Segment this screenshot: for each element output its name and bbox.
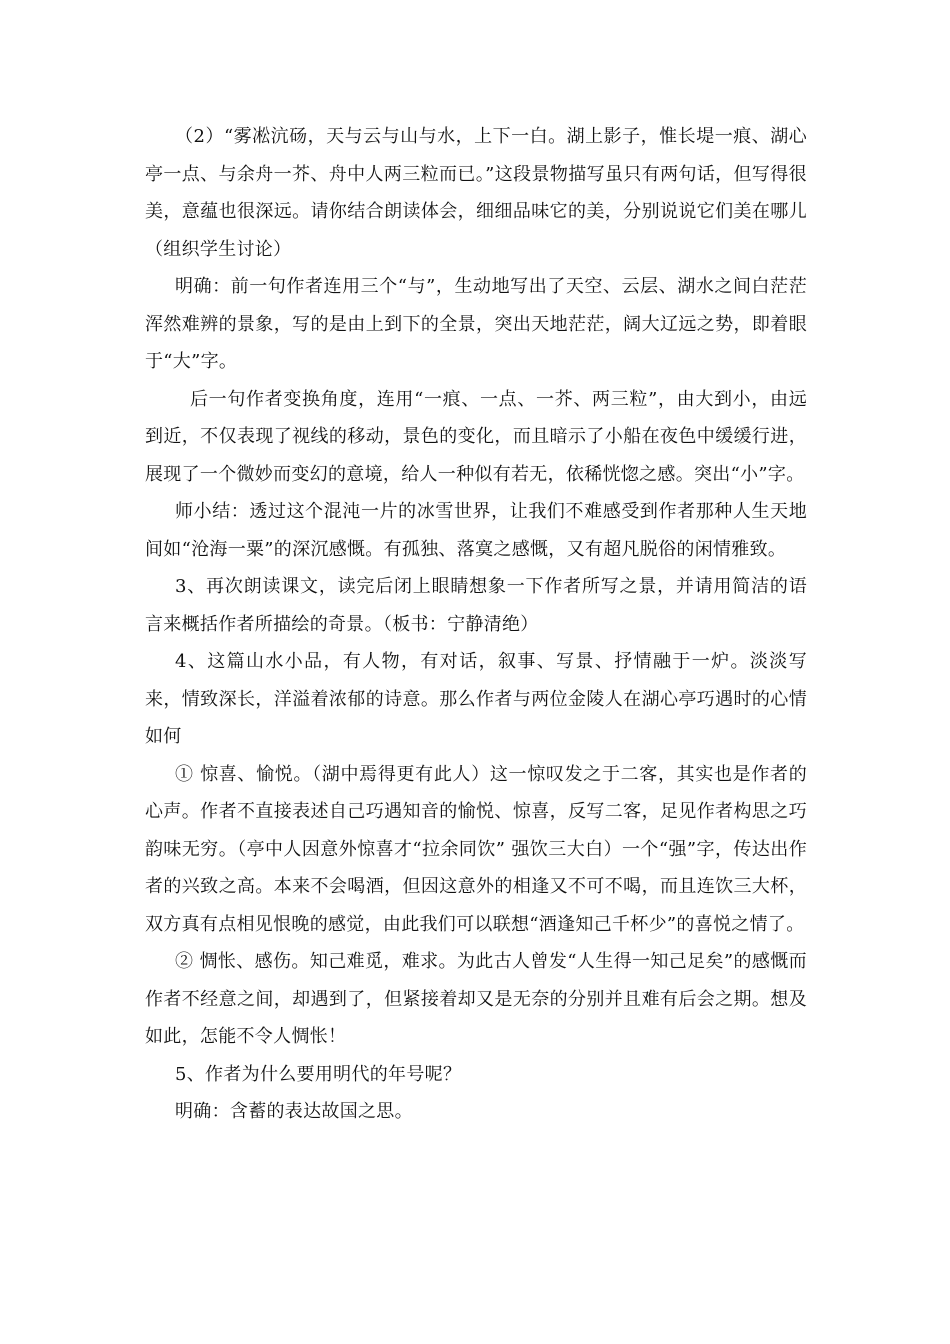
paragraph-answer-first-sentence: 明确：前一句作者连用三个“与”，生动地写出了天空、云层、湖水之间白茫茫浑然难辨的景象，写的是由上到下的全景，突出天地茫茫，阔大辽远之势，即着眼于“大”字。: [145, 276, 807, 372]
paragraph-mood-2: ② 惆怅、感伤。知己难觅，难求。为此古人曾发“人生得一知己足矣”的感慨而作者不经意之间，却遇到了，但紧接着却又是无奈的分别并且难有后会之期。想及如此，怎能不令人惆怅！: [145, 951, 807, 1047]
paragraph-answer-second-sentence: 后一句作者变换角度，连用“一痕、一点、一芥、两三粒”，由大到小，由远到近，不仅表现了视线的移动，景色的变化，而且暗示了小船在夜色中缓缓行进，展现了一个微妙而变幻的意境，给人一种似有若无，依稀恍惚之感。突出“小”字。: [145, 388, 807, 485]
paragraph-item-5: 5、作者为什么要用明代的年号呢？: [175, 1063, 462, 1085]
paragraph-answer-5: 明确：含蓄的表达故国之思。: [175, 1101, 413, 1122]
paragraph-mood-1: ① 惊喜、愉悦。（湖中焉得更有此人）这一惊叹发之于二客，其实也是作者的心声。作者不直接表述自己巧遇知音的愉悦、惊喜，反写二客，足见作者构思之巧韵味无穷。（亭中人因意外惊喜才“拉余同饮” 强饮三大白）一个“强”字，传达出作者的兴致之高。本来不会喝酒，但因这意外的相逢又不可不喝，而且连饮三大杯，双方真有点相见恨晚的感觉，由此我们可以联想“酒逢知己千杯少”的喜悦之情了。: [145, 763, 807, 935]
document-body: [145, 118, 807, 1131]
paragraph-question-2: （2）“雾凇沆砀，天与云与山与水，上下一白。湖上影子，惟长堤一痕、湖心亭一点、与余舟一芥、舟中人两三粒而已。”这段景物描写虽只有两句话，但写得很美，意蕴也很深远。请你结合朗读体会，细细品味它的美，分别说说它们美在哪儿（组织学生讨论）: [145, 126, 807, 260]
paragraph-item-3: 3、再次朗读课文，读完后闭上眼睛想象一下作者所写之景，并请用简洁的语言来概括作者所描绘的奇景。（板书：宁静清绝）: [145, 576, 807, 635]
paragraph-teacher-summary: 师小结：透过这个混沌一片的冰雪世界，让我们不难感受到作者那种人生天地间如“沧海一粟”的深沉感慨。有孤独、落寞之感慨，又有超凡脱俗的闲情雅致。: [145, 501, 807, 560]
paragraph-item-4: 4、这篇山水小品，有人物，有对话，叙事、写景、抒情融于一炉。淡淡写来，情致深长，洋溢着浓郁的诗意。那么作者与两位金陵人在湖心亭巧遇时的心情如何: [145, 651, 807, 747]
